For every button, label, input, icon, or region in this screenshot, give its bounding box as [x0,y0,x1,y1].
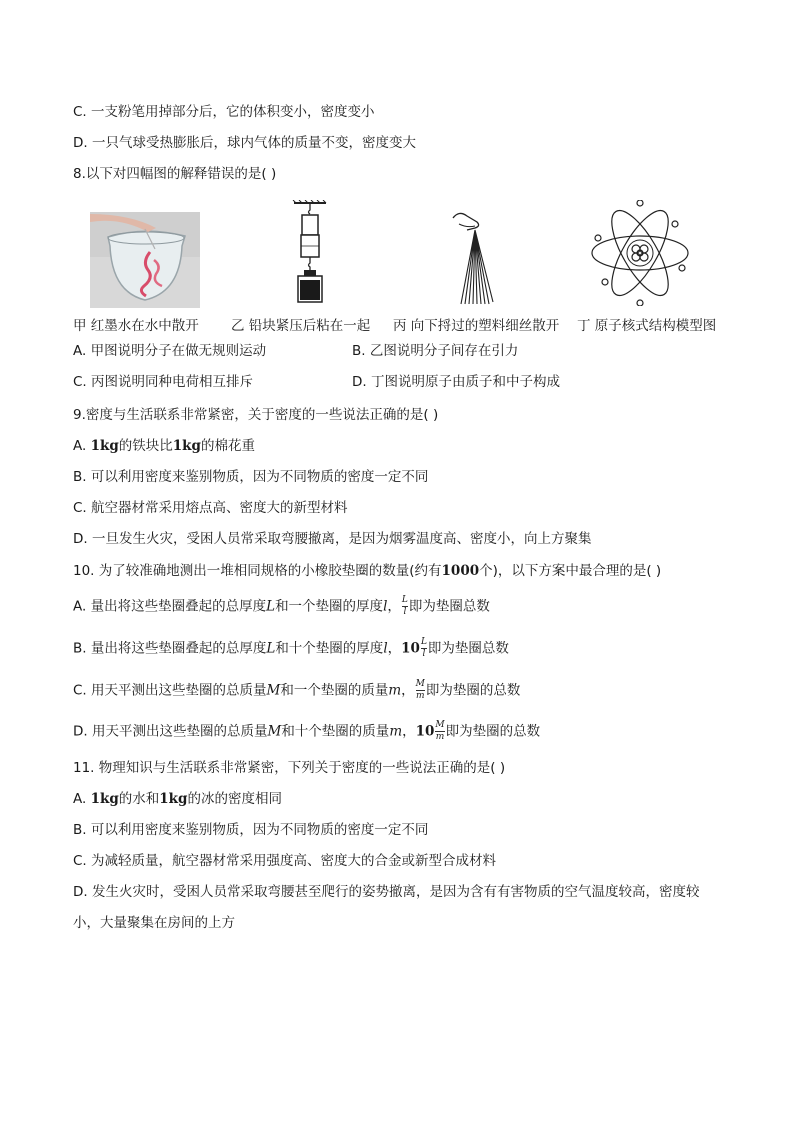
q9-option-d: D. 一旦发生火灾，受困人员常采取弯腰撤离，是因为烟雾温度高、密度小，向上方聚集 [73,531,592,547]
figure-yi-lead-blocks [290,200,330,306]
q8-option-c: C. 丙图说明同种电荷相互排斥 [73,374,254,390]
caption-jia: 甲 红墨水在水中散开 [73,318,199,334]
q11-option-d-line2: 小，大量聚集在房间的上方 [73,915,235,931]
fraction: $\frac{M}{m}$ [435,720,445,742]
q8-stem: 8.以下对四幅图的解释错误的是( ) [73,166,277,182]
figure-ding-atom-model [590,200,690,306]
q7-option-d: D. 一只气球受热膨胀后，球内气体的质量不变，密度变大 [73,135,416,151]
figure-jia-red-ink [90,212,200,308]
caption-ding: 丁 原子核式结构模型图 [577,318,717,334]
q7-option-c: C. 一支粉笔用掉部分后，它的体积变小，密度变小 [73,104,375,120]
q8-option-d: D. 丁图说明原子由质子和中子构成 [352,374,560,390]
q9-stem: 9.密度与生活联系非常紧密，关于密度的一些说法正确的是( ) [73,407,439,423]
figure-bing-plastic-strands [445,210,495,306]
q9-option-a: A. 1kg的铁块比1kg的棉花重 [73,438,255,454]
q9-option-b: B. 可以利用密度来鉴别物质，因为不同物质的密度一定不同 [73,469,429,485]
caption-yi: 乙 铅块紧压后粘在一起 [231,318,371,334]
caption-bing: 丙 向下捋过的塑料细丝散开 [393,318,560,334]
q11-option-b: B. 可以利用密度来鉴别物质，因为不同物质的密度一定不同 [73,822,429,838]
q11-option-a: A. 1kg的水和1kg的冰的密度相同 [73,791,282,807]
q11-option-d-line1: D. 发生火灾时，受困人员常采取弯腰甚至爬行的姿势撤离，是因为含有有害物质的空气温度较高，密度较 [73,884,700,900]
q11-option-c: C. 为减轻质量，航空器材常采用强度高、密度大的合金或新型合成材料 [73,853,497,869]
q8-option-a: A. 甲图说明分子在做无规则运动 [73,343,267,359]
q9-option-c: C. 航空器材常采用熔点高、密度大的新型材料 [73,500,348,516]
fraction: $\frac{L}{l}$ [420,637,427,659]
q11-stem: 11. 物理知识与生活联系非常紧密，下列关于密度的一些说法正确的是( ) [73,760,506,776]
q10-option-b: B. 量出将这些垫圈叠起的总厚度L和十个垫圈的厚度l，10 $\frac{L}{l}$ 即为垫圈总数 [73,637,509,659]
q10-stem: 10. 为了较准确地测出一堆相同规格的小橡胶垫圈的数量(约有1000个)，以下方案中最合理的是( ) [73,563,662,579]
q10-option-c: C. 用天平测出这些垫圈的总质量M和一个垫圈的质量m， $\frac{M}{m}$ 即为垫圈的总数 [73,679,521,701]
fraction: $\frac{M}{m}$ [415,679,425,701]
q8-option-b: B. 乙图说明分子间存在引力 [352,343,519,359]
q10-option-d: D. 用天平测出这些垫圈的总质量M和十个垫圈的质量m，10 $\frac{M}{m}$ 即为垫圈的总数 [73,720,541,742]
q10-option-a: A. 量出将这些垫圈叠起的总厚度L和一个垫圈的厚度l， $\frac{L}{l}$ 即为垫圈总数 [73,595,490,617]
fraction: $\frac{L}{l}$ [401,595,408,617]
